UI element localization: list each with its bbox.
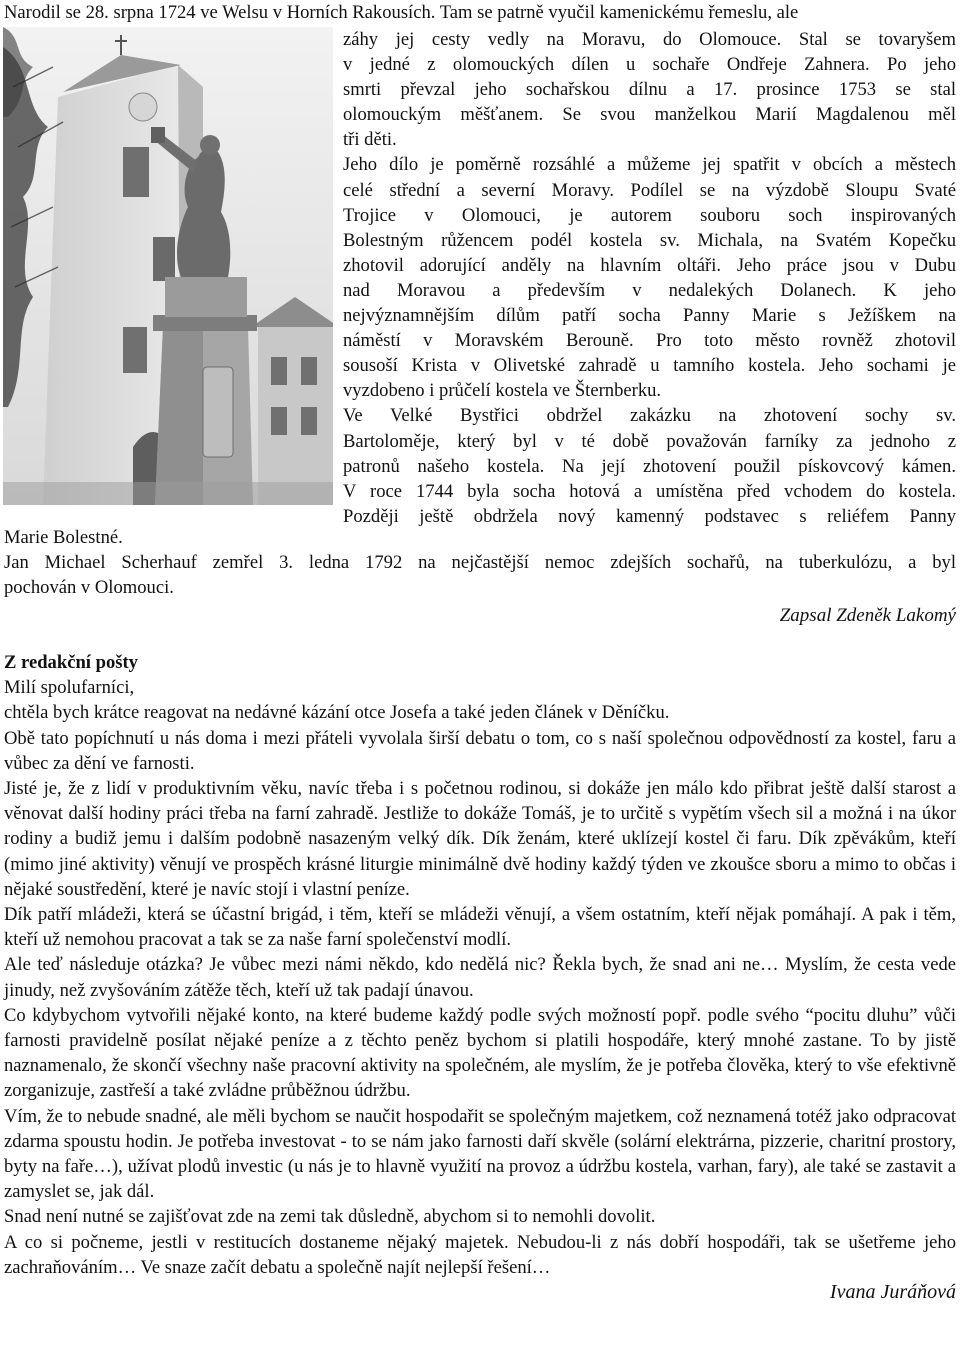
statue-photo [3, 27, 333, 505]
article-col-line: Bolestným růžencem podél kostela sv. Michala, na Svatém Kopečku [343, 229, 956, 251]
article-death-line-1: Jan Michael Scherhauf zemřel 3. ledna 1792 na nejčastější nemoc zdejších sochařů, na tuberkulózu, a byl [4, 552, 956, 573]
article-col-line: záhy jej cesty vedly na Moravu, do Olomouce. Stal se tovaryšem [343, 29, 956, 50]
article-col-line: sousoší Krista v Olivetské zahradě u tamního kostela. Jeho sochami je [343, 355, 956, 377]
article-col-line: V roce 1744 byla socha hotová a umístěna před vchodem do kostela. [343, 480, 956, 502]
article-tail-line: Marie Bolestné. [4, 527, 123, 548]
letter-signature: Ivana Juráňová [829, 1281, 956, 1304]
article-col-line: Ve Velké Bystřici obdržel zakázku na zhotovení sochy sv. [343, 405, 956, 427]
statue-photo-image [3, 27, 333, 505]
article-death-line-2: pochován v Olomouci. [4, 577, 174, 598]
article-col-line: v jedné z olomouckých dílen u sochaře Ondřeje Zahnera. Po jeho [343, 54, 956, 76]
letter-title: Z redakční pošty [4, 652, 138, 673]
article-signature: Zapsal Zdeněk Lakomý [779, 605, 956, 626]
article-col-line: Bartoloměje, který byl v té době považován farníky za jednoho z [343, 430, 956, 452]
article-line-0: Narodil se 28. srpna 1724 ve Welsu v Horních Rakousích. Tam se patrně vyučil kamenickému řemeslu, ale [4, 2, 799, 23]
letter-greeting: Milí spolufarníci, [4, 677, 135, 699]
article-col-line: smrti převzal jeho sochařskou dílnu a 17. prosince 1753 se stal [343, 79, 956, 101]
letter-paragraph: A co si počneme, jestli v restitucích dostaneme nějaký majetek. Nebudou-li z nás dobří hospodáři, tak se ušetřeme jeho zachraňováním… Ve snaze začít debatu a společně najít nejlepší řešení… [4, 1231, 956, 1278]
article-col-line: nejvýznamnějším dílům patří socha Panny Marie s Ježíškem na [343, 305, 956, 327]
article-col-line: olomouckým měšťanem. Se svou manželkou Marií Magdalenou měl [343, 104, 956, 126]
letter-paragraph: Vím, že to nebude snadné, ale měli bychom se naučit hospodařit se společným majetkem, což neznamená totéž jako odpracovat zdarma spoustu hodin. Je potřeba investovat - to se nám jako farnosti daří skvěle (solární elektrárna, pizzerie, charitní prostory, byty na faře…), užívat plodů investic (u nás je to hlavně využití na provoz a údržbu kostela, varhan, fary), ale také se zastavit a zamyslet se, jak dál. [4, 1105, 956, 1203]
article-col-line: celé střední a severní Moravy. Podílel se na výzdobě Sloupu Svaté [343, 179, 956, 201]
letter-section [4, 650, 956, 1305]
letter-paragraph: chtěla bych krátce reagovat na nedávné kázání otce Josefa a také jeden článek v Děníčku. [4, 702, 670, 724]
letter-paragraph: Jisté je, že z lidí v produktivním věku, navíc třeba i s početnou rodinou, si dokáže jen málo kdo přibrat ještě další starost a věnovat další hodiny práci třeba na farní zahradě. Jestliže to dokáže Tomáš, je to určitě s vypětím všech sil a možná i na úkor rodiny a budiž jemu i dalším podobně nasazeným velký dík. Dík ženám, které uklízejí kostel či faru. Dík zpěvákům, kteří (mimo jiné aktivity) věnují ve prospěch krásné liturgie minimálně dvě hodiny každý týden ve zkoušce sboru a mimo to občas i nějaké soustředění, které je navíc stojí i vlastní peníze. [4, 778, 956, 900]
article-col-line: náměstí v Moravském Berouně. Pro toto město rovněž zhotovil [343, 330, 956, 352]
letter-paragraph: Snad není nutné se zajišťovat zde na zemi tak důsledně, abychom si to nemohli dovolit. [4, 1206, 656, 1228]
article-col-line: zhotovil adorující anděly na hlavním oltáři. Jeho práce jsou v Dubu [343, 254, 956, 276]
article-col-line: Později ještě obdržela nový kamenný podstavec s reliéfem Panny [343, 505, 956, 527]
article-column [343, 27, 956, 529]
letter-paragraph: Dík patří mládeži, která se účastní brigád, i těm, kteří se mládeži věnují, a všem ostatním, kteří nějak pomáhají. A pak i těm, kteří už nemohou pracovat a tak se za naše farní společenství modlí. [4, 904, 956, 951]
article-col-line: Jeho dílo je poměrně rozsáhlé a můžeme jej spatřit v obcích a městech [343, 154, 956, 176]
article-col-line: vyzdobeno i průčelí kostela ve Šternberku. [343, 380, 662, 402]
letter-paragraph: Co kdybychom vytvořili nějaké konto, na které budeme každý podle svých možností popř. podle svého “pocitu dluhu” vůči farnosti pravidelně posílat nějaké peníze a z těchto peněz bychom si platili hospodáře, který mnohé zastane. To by jistě naznamenalo, že skončí všechny naše pracovní aktivity na společném, ale myslím, že je potřeba člověka, který to vše efektivně zorganizuje, zastřeší a také zvládne průběžnou údržbu. [4, 1004, 956, 1102]
article-tail [4, 525, 956, 628]
letter-paragraph: Ale teď následuje otázka? Je vůbec mezi námi někdo, kdo nedělá nic? Řekla bych, že snad ani ne… Myslím, že cesta vede jinudy, než zvyšováním zátěže těch, kteří už tak padají únavou. [4, 954, 956, 1001]
article-col-line: patronů našeho kostela. Na její zhotovení použil pískovcový kámen. [343, 455, 956, 477]
article-col-line: tři děti. [343, 129, 397, 151]
letter-paragraph: Obě tato popíchnutí u nás doma i mezi přáteli vyvolala širší debatu o tom, co s naší společnou odpovědností za kostel, faru a vůbec za dění ve farnosti. [4, 727, 956, 774]
article-col-line: Trojice v Olomouci, je autorem souboru soch inspirovaných [343, 204, 956, 226]
article-col-line: nad Moravou a především v nedalekých Dolanech. K jeho [343, 279, 956, 301]
